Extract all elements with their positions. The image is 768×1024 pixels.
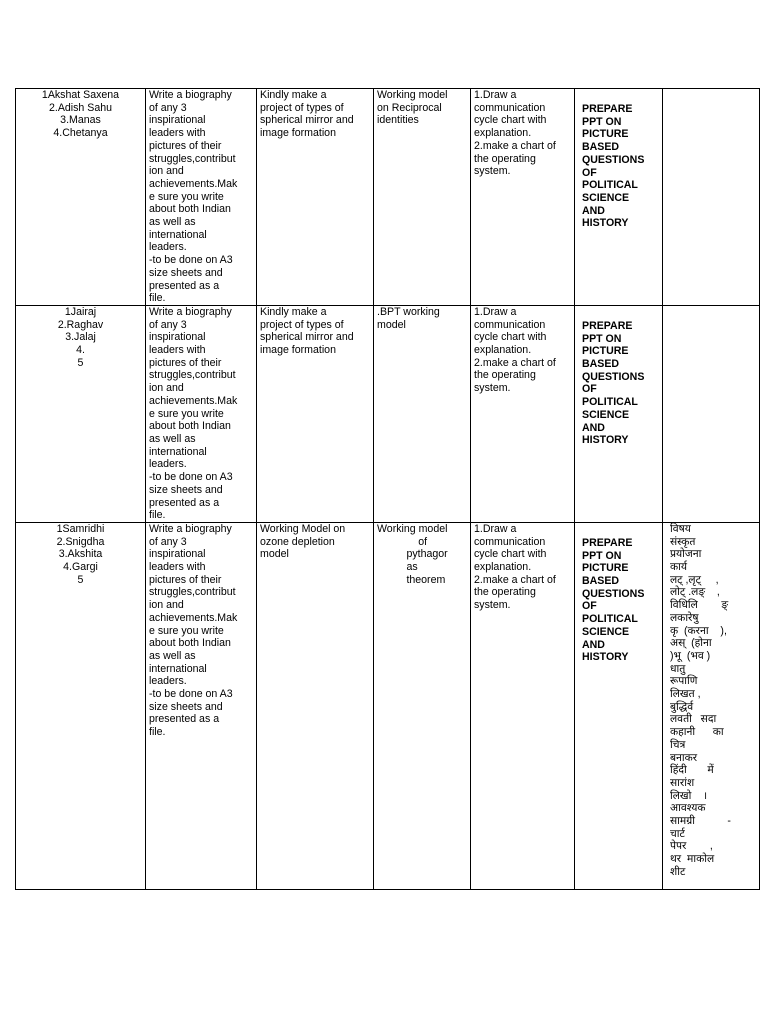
cell-line: struggles,contribut: [149, 586, 236, 599]
cell-line: 1Jairaj: [64, 305, 97, 318]
cell-line: PICTURE: [582, 128, 629, 141]
cell-line: लवती सदा: [670, 713, 717, 726]
cell-line: OF: [582, 600, 597, 613]
cell-line: achievements.Mak: [149, 394, 238, 407]
cell-line: विषय: [670, 522, 691, 535]
cell-line: ion and: [149, 165, 184, 178]
hindi-task-cell: [663, 305, 760, 522]
student-names-cell: [16, 305, 146, 522]
cell-line: Working model: [377, 522, 448, 535]
cell-line: the operating: [474, 586, 536, 599]
hindi-task-cell: [663, 522, 760, 889]
cell-line: 1.Draw a: [474, 522, 517, 535]
cell-line: PPT ON: [582, 549, 622, 562]
cell-line: AND: [582, 204, 605, 217]
cell-line: बुद्धिर्व: [670, 700, 694, 713]
cell-line: communication: [474, 101, 546, 114]
cell-line: achievements.Mak: [149, 177, 238, 190]
cell-line: of: [377, 535, 428, 548]
cell-line: inspirational: [149, 331, 206, 344]
english-task-cell: [146, 305, 257, 522]
cell-line: PICTURE: [582, 345, 629, 358]
cell-line: leaders.: [149, 458, 187, 471]
cell-line: file.: [149, 509, 166, 522]
cell-line: कहानी का: [670, 726, 724, 739]
cell-line: 2.Snigdha: [56, 535, 105, 548]
cell-line: inspirational: [149, 548, 206, 561]
cell-line: PREPARE: [582, 536, 633, 549]
cell-line: 5: [77, 356, 84, 369]
cell-line: Write a biography: [149, 305, 232, 318]
cell-line: leaders.: [149, 241, 187, 254]
cell-line: pythagor: [377, 548, 448, 561]
cell-line: of any 3: [149, 535, 187, 548]
cell-line: international: [149, 228, 207, 241]
cell-line: the operating: [474, 152, 536, 165]
cell-line: model: [260, 548, 289, 561]
cell-line: HISTORY: [582, 217, 629, 230]
maths-task-cell: [374, 89, 471, 306]
cell-line: of any 3: [149, 101, 187, 114]
sst-task-cell: [575, 305, 663, 522]
science-task-cell: [257, 305, 374, 522]
cell-line: e sure you write: [149, 190, 224, 203]
cell-line: BASED: [582, 358, 620, 371]
cell-line: cycle chart with: [474, 114, 547, 127]
cell-line: HISTORY: [582, 651, 629, 664]
cell-line: the operating: [474, 369, 536, 382]
cell-line: leaders with: [149, 561, 206, 574]
cell-line: identities: [377, 114, 419, 127]
cell-line: OF: [582, 383, 597, 396]
cell-line: QUESTIONS: [582, 153, 645, 166]
cell-line: POLITICAL: [582, 613, 638, 626]
cell-line: चित्र: [670, 738, 686, 751]
cell-line: शीट: [670, 865, 686, 878]
cell-line: 2.make a chart of: [474, 139, 556, 152]
cell-line: pictures of their: [149, 139, 222, 152]
cell-line: POLITICAL: [582, 396, 638, 409]
cell-line: achievements.Mak: [149, 611, 238, 624]
cell-line: communication: [474, 535, 546, 548]
cell-line: presented as a: [149, 713, 220, 726]
hindi-task-cell: [663, 89, 760, 306]
cell-line: system.: [474, 382, 511, 395]
cell-line: size sheets and: [149, 483, 223, 496]
activity-table: [15, 88, 760, 890]
cell-line: leaders with: [149, 344, 206, 357]
cell-line: -to be done on A3: [149, 254, 233, 267]
cell-line: presented as a: [149, 496, 220, 509]
cell-line: presented as a: [149, 279, 220, 292]
cell-line: as: [377, 561, 418, 574]
science-task-cell: [257, 89, 374, 306]
cell-line: 2.Adish Sahu: [48, 101, 113, 114]
cell-line: pictures of their: [149, 573, 222, 586]
cell-line: project of types of: [260, 101, 344, 114]
cell-line: Write a biography: [149, 89, 232, 101]
cell-line: 1.Draw a: [474, 305, 517, 318]
cell-line: SCIENCE: [582, 191, 630, 204]
cell-line: 1Samridhi: [56, 522, 105, 535]
cell-line: सारांश: [670, 776, 695, 789]
cell-line: अस् (होना: [670, 637, 712, 650]
cell-line: struggles,contribut: [149, 152, 236, 165]
cell-line: BASED: [582, 141, 620, 154]
cell-line: as well as: [149, 649, 196, 662]
cell-line: PREPARE: [582, 319, 633, 332]
cell-line: model: [377, 318, 406, 331]
cell-line: international: [149, 662, 207, 675]
cell-line: pictures of their: [149, 356, 222, 369]
cell-line: PPT ON: [582, 115, 622, 128]
cell-line: लिखो ।: [670, 789, 708, 802]
cell-line: लोट् .लङ् ,: [670, 586, 720, 599]
cell-line: सामग्री -: [670, 815, 731, 828]
cell-line: explanation.: [474, 344, 532, 357]
cell-line: विधिलि ङ्: [670, 599, 729, 612]
cell-line: ion and: [149, 599, 184, 612]
cell-line: struggles,contribut: [149, 369, 236, 382]
cell-line: ion and: [149, 382, 184, 395]
cell-line: about both Indian: [149, 203, 231, 216]
cell-line: .BPT working: [377, 305, 440, 318]
cell-line: थर माकोल: [670, 853, 715, 866]
cell-line: about both Indian: [149, 420, 231, 433]
cell-line: image formation: [260, 127, 336, 140]
cell-line: OF: [582, 166, 597, 179]
cell-line: e sure you write: [149, 624, 224, 637]
cell-line: BASED: [582, 575, 620, 588]
cell-line: बनाकर: [670, 751, 698, 764]
cell-line: spherical mirror and: [260, 114, 354, 127]
cell-line: of any 3: [149, 318, 187, 331]
sst-task-cell: [575, 89, 663, 306]
science-task-cell: [257, 522, 374, 889]
cell-line: 2.make a chart of: [474, 573, 556, 586]
maths-task-cell: [374, 305, 471, 522]
cell-line: e sure you write: [149, 407, 224, 420]
cell-line: लकारेषु: [670, 611, 699, 624]
cell-line: on Reciprocal: [377, 101, 442, 114]
computer-task-cell: [471, 89, 575, 306]
cell-line: कृ (करना ),: [670, 624, 727, 637]
cell-line: लिखत ,: [670, 688, 701, 701]
cell-line: 4.Gargi: [63, 561, 98, 574]
cell-line: explanation.: [474, 561, 532, 574]
cell-line: लट् ,लृट् ,: [670, 573, 719, 586]
english-task-cell: [146, 89, 257, 306]
cell-line: image formation: [260, 344, 336, 357]
cell-line: PPT ON: [582, 332, 622, 345]
cell-line: कार्य: [670, 561, 688, 574]
cell-line: Write a biography: [149, 522, 232, 535]
cell-line: -to be done on A3: [149, 471, 233, 484]
cell-line: 3.Jalaj: [65, 331, 96, 344]
cell-line: about both Indian: [149, 637, 231, 650]
cell-line: size sheets and: [149, 266, 223, 279]
cell-line: inspirational: [149, 114, 206, 127]
maths-task-cell: [374, 522, 471, 889]
cell-line: Working model: [377, 89, 448, 101]
cell-line: हिंदी में: [670, 764, 714, 777]
cell-line: as well as: [149, 216, 196, 229]
cell-line: 1Akshat Saxena: [41, 89, 120, 101]
cell-line: leaders.: [149, 675, 187, 688]
computer-task-cell: [471, 305, 575, 522]
cell-line: चार्ट: [670, 827, 685, 840]
cell-line: system.: [474, 165, 511, 178]
cell-line: QUESTIONS: [582, 587, 645, 600]
cell-line: पेपर ,: [670, 840, 713, 853]
cell-line: SCIENCE: [582, 625, 630, 638]
cell-line: Working Model on: [260, 522, 346, 535]
cell-line: QUESTIONS: [582, 370, 645, 383]
cell-line: SCIENCE: [582, 408, 630, 421]
cell-line: 4.: [76, 344, 85, 357]
cell-line: size sheets and: [149, 700, 223, 713]
english-task-cell: [146, 522, 257, 889]
cell-line: AND: [582, 421, 605, 434]
cell-line: 2.Raghav: [57, 318, 104, 331]
cell-line: Kindly make a: [260, 89, 327, 101]
cell-line: system.: [474, 599, 511, 612]
cell-line: 3.Akshita: [58, 548, 103, 561]
cell-line: आवश्यक: [670, 802, 706, 815]
student-names-cell: [16, 522, 146, 889]
cell-line: संस्कृत: [670, 535, 696, 548]
cell-line: 4.Chetanya: [53, 127, 108, 140]
cell-line: प्रयोजना: [670, 548, 702, 561]
cell-line: PREPARE: [582, 103, 633, 115]
cell-line: 3.Manas: [60, 114, 101, 127]
cell-line: cycle chart with: [474, 331, 547, 344]
cell-line: leaders with: [149, 127, 206, 140]
cell-line: communication: [474, 318, 546, 331]
cell-line: ozone depletion: [260, 535, 335, 548]
cell-line: file.: [149, 292, 166, 305]
cell-line: रूपाणि: [670, 675, 698, 688]
cell-line: 1.Draw a: [474, 89, 517, 101]
computer-task-cell: [471, 522, 575, 889]
cell-line: 2.make a chart of: [474, 356, 556, 369]
cell-line: as well as: [149, 432, 196, 445]
cell-line: Kindly make a: [260, 305, 327, 318]
cell-line: file.: [149, 726, 166, 739]
cell-line: international: [149, 445, 207, 458]
cell-line: theorem: [377, 573, 446, 586]
cell-line: cycle chart with: [474, 548, 547, 561]
cell-line: HISTORY: [582, 434, 629, 447]
cell-line: 5: [77, 573, 84, 586]
table-row: [16, 89, 760, 306]
table-row: [16, 522, 760, 889]
cell-line: POLITICAL: [582, 179, 638, 192]
cell-line: )भू (भव ): [670, 649, 711, 662]
cell-line: project of types of: [260, 318, 344, 331]
cell-line: -to be done on A3: [149, 688, 233, 701]
sst-task-cell: [575, 522, 663, 889]
cell-line: PICTURE: [582, 562, 629, 575]
cell-line: धातु: [670, 662, 686, 675]
cell-line: AND: [582, 638, 605, 651]
table-row: [16, 305, 760, 522]
cell-line: explanation.: [474, 127, 532, 140]
student-names-cell: [16, 89, 146, 306]
cell-line: spherical mirror and: [260, 331, 354, 344]
